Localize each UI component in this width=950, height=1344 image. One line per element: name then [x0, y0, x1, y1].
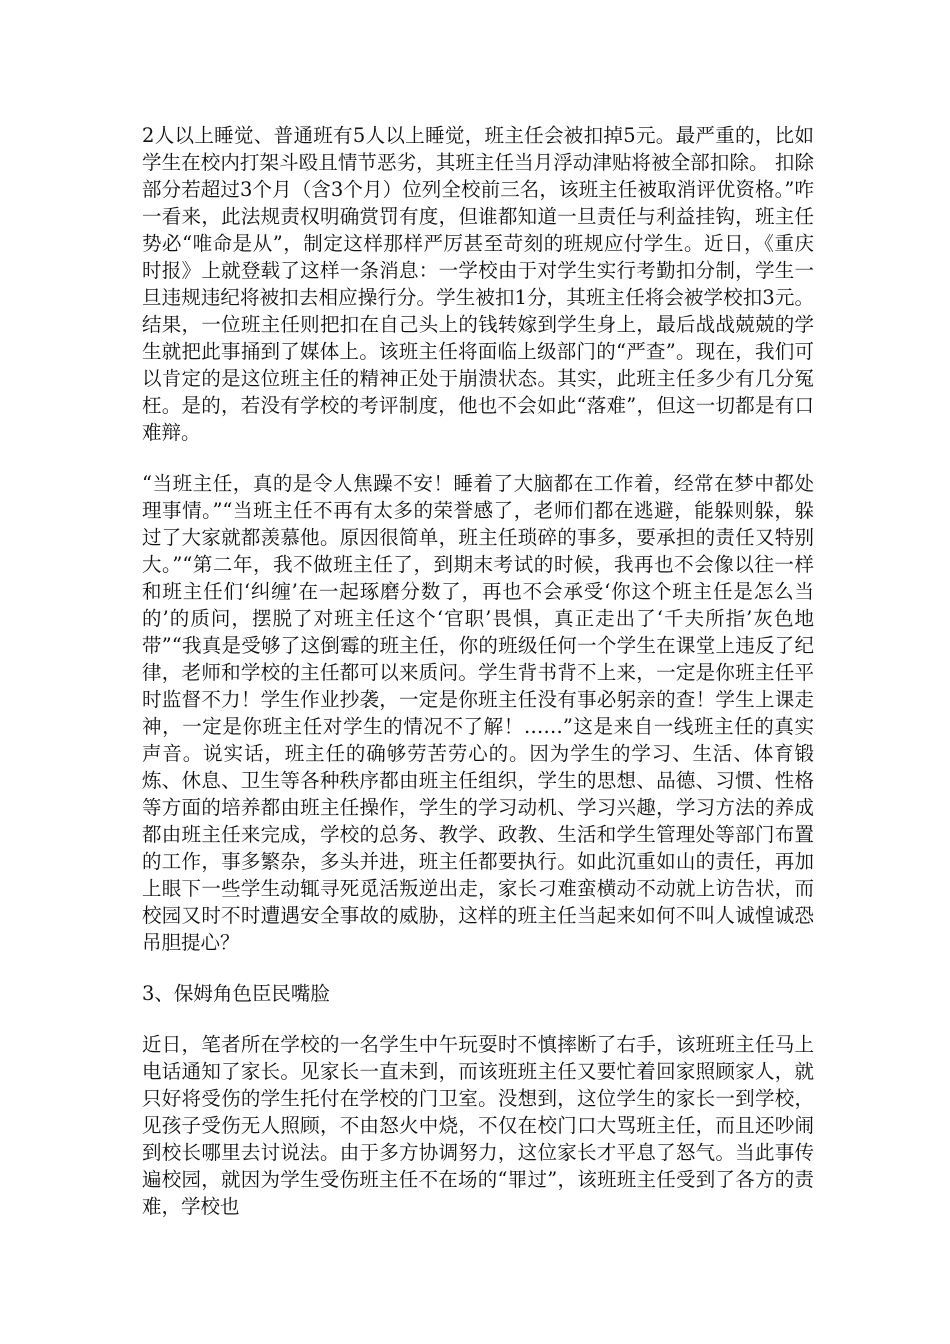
section-heading: 3、保姆角色臣民嘴脸	[142, 982, 330, 1005]
paragraph-teacher-voices: “当班主任，真的是令人焦躁不安！睡着了大脑都在工作着，经常在梦中都处理事情。”“当班主任不再有太多的荣誉感了，老师们都在逃避，能躲则躲，躲过了大家就都羡慕他。原因很简单，班主任琐碎的事多，要承担的责任又特别大。”“第二年，我不做班主任了，到期末考试的时候，我再也不会像以往一样和班主任们‘纠缠’在一起琢磨分数了，再也不会承受‘你这个班主任是怎么当的’的质问，摆脱了对班主任这个‘官职’畏惧，真正走出了‘千夫所指’灰色地带”“我真是受够了这倒霉的班主任，你的班级任何一个学生在课堂上违反了纪律，老师和学校的主任都可以来质问。学生背书背不上来，一定是你班主任平时监督不力！学生作业抄袭，一定是你班主任没有事必躬亲的查！学生上课走神，一定是你班主任对学生的情况不了解！……”这是来自一线班主任的真实声音。说实话，班主任的确够劳苦劳心的。因为学生的学习、生活、体育锻炼、休息、卫生等各种秩序都由班主任组织，学生的思想、品德、习惯、性格等方面的培养都由班主任操作，学生的学习动机、学习兴趣，学习方法的养成都由班主任来完成，学校的总务、教学、政教、生活和学生管理处等部门布置的工作，事多繁杂，多头并进，班主任都要执行。如此沉重如山的责任，再加上眼下一些学生动辄寻死觅活叛逆出走，家长刁难蛮横动不动就上访告状，而校园又时不时遭遇安全事故的威胁，这样的班主任当起来如何不叫人诚惶诚恐吊胆提心？	[142, 472, 814, 954]
paragraph-injured-student: 近日，笔者所在学校的一名学生中午玩耍时不慎摔断了右手，该班班主任马上电话通知了家长。见家长一直未到，而该班班主任又要忙着回家照顾家人，就只好将受伤的学生托付在学校的门卫室。没想到，这位学生的家长一到学校，见孩子受伤无人照顾，不由怒火中烧，不仅在校门口大骂班主任，而且还吵闹到校长哪里去讨说法。由于多方协调努力，这位家长才平息了怒气。当此事传遍校园，就因为学生受伤班主任不在场的“罪过”，该班班主任受到了各方的责难，学校也	[142, 1033, 814, 1218]
paragraph-class-rules: 2人以上睡觉、普通班有5人以上睡觉，班主任会被扣掉5元。最严重的，比如学生在校内打架斗殴且情节恶劣，其班主任当月浮动津贴将被全部扣除。 扣除部分若超过3个月（含3个月）位列全校前三名，该班主任被取消评优资格。”咋一看来，此法规责权明确赏罚有度，但谁都知道一旦责任与利益挂钩，班主任势必“唯命是从”，制定这样那样严厉甚至苛刻的班规应付学生。近日，《重庆时报》上就登载了这样一条消息：一学校由于对学生实行考勤扣分制，学生一旦违规违纪将被扣去相应操行分。学生被扣1分，其班主任将会被学校扣3元。结果，一位班主任则把扣在自己头上的钱转嫁到学生身上，最后战战兢兢的学生就把此事捅到了媒体上。该班主任将面临上级部门的“严查”。现在，我们可以肯定的是这位班主任的精神正处于崩溃状态。其实，此班主任多少有几分冤枉。是的，若没有学校的考评制度，他也不会如此“落难”，但这一切都是有口难辩。	[142, 124, 814, 444]
document-page	[142, 122, 814, 1244]
